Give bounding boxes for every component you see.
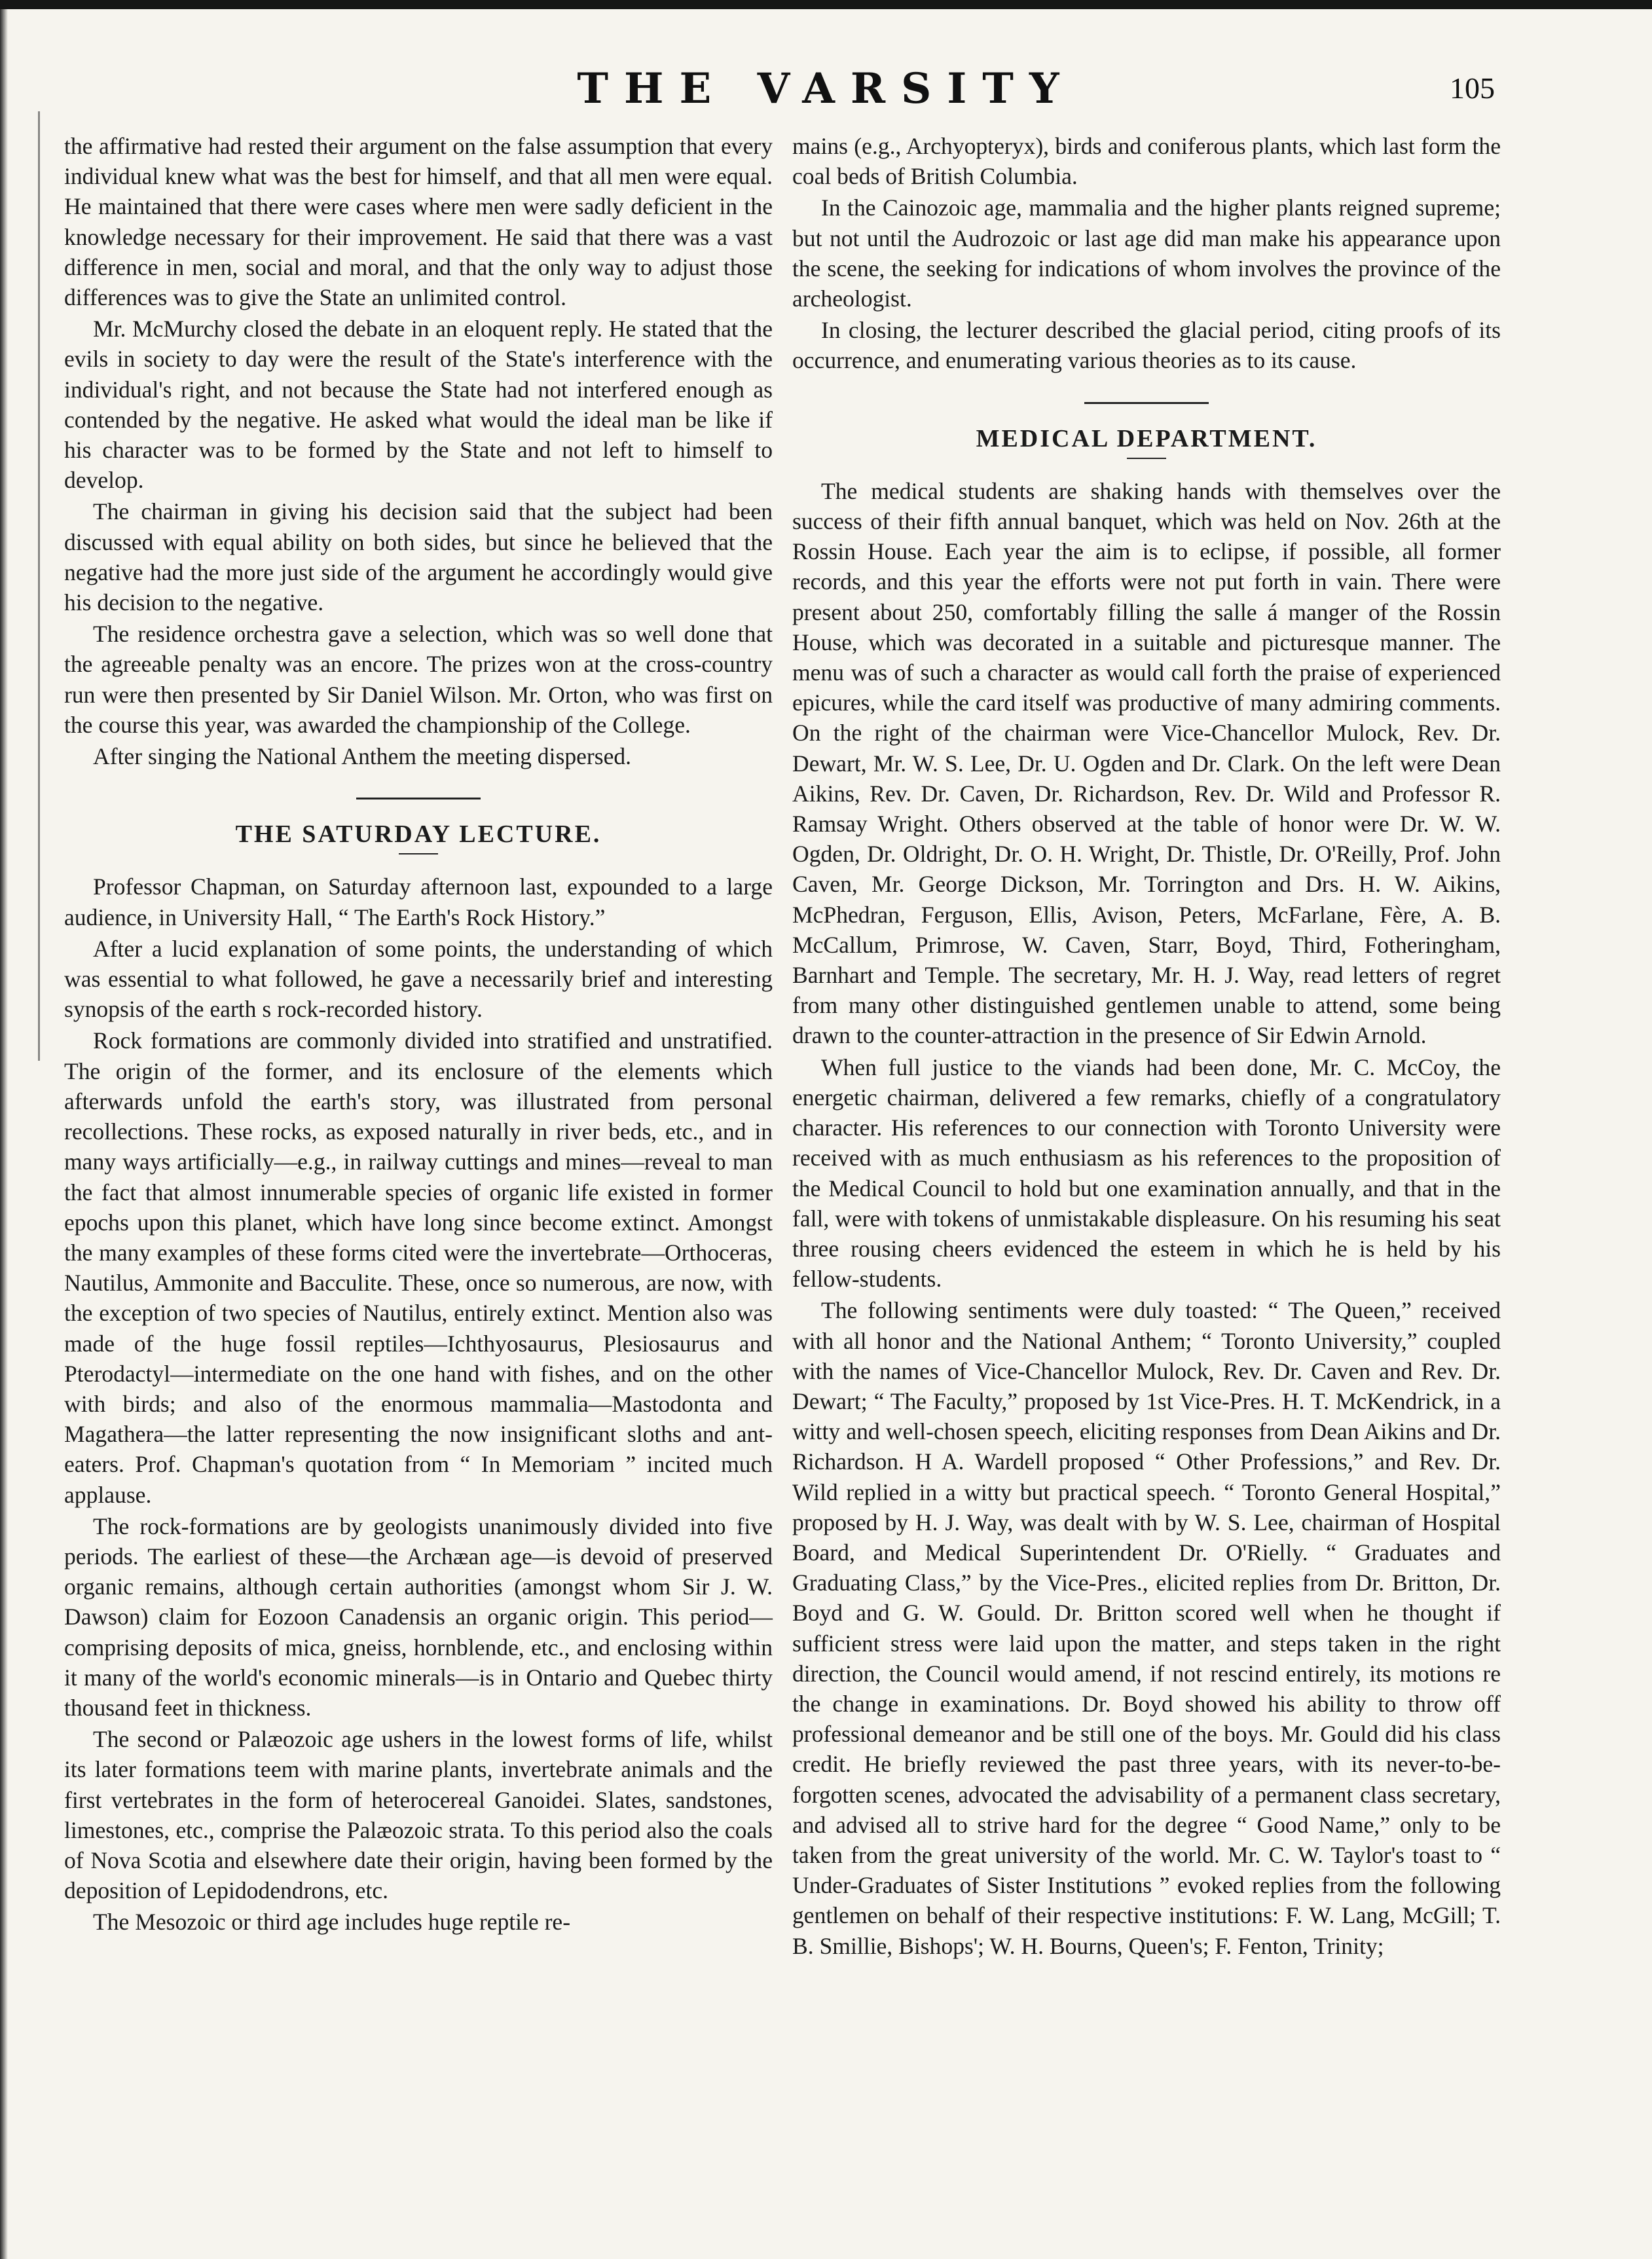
section-divider bbox=[356, 798, 481, 799]
lecture-continuation-paragraph: In closing, the lecturer described the glacial period, citing proofs of its occurrence, and enumerating various theories as to its cause. bbox=[792, 317, 1501, 374]
debate-paragraph: Mr. McMurchy closed the debate in an eloquent reply. He stated that the evils in society to day were the result of the State's interference with the individual's right, and not because the State had not interfered enough as contended by the negative. He asked what would the ideal man be like if his character was to be formed by the State and not left to himself to develop. bbox=[64, 316, 773, 494]
section-divider bbox=[1084, 402, 1209, 404]
lecture-paragraph: Rock formations are commonly divided into stratified and unstratified. The origin of the former, and its enclosure of the elements which afterwards unfold the earth's story, was illustrated from personal recollections. These rocks, as exposed naturally in river beds, etc., and in many ways artificially—e.g., in railway cuttings and mines—reveal to man the fact that almost innumerable species of organic life existed in former epochs upon this planet, which have long since become extinct. Amongst the many examples of these forms cited were the invertebrate—Orthoceras, Nautilus, Ammonite and Bacculite. These, once so numerous, are now, with the exception of two species of Nautilus, entirely extinct. Mention also was made of the huge fossil reptiles—Ichthyosaurus, Plesiosaurus and Pterodactyl—intermediate on the one hand with fishes, and on the other with birds; and also of the enormous mammalia—Mastodonta and Magathera—the latter representing the now insignificant sloths and ant-eaters. Prof. Chapman's quotation from “ In Memoriam ” incited much applause. bbox=[64, 1027, 773, 1508]
lecture-paragraph: The second or Palæozoic age ushers in the lowest forms of life, whilst its later formations teem with marine plants, invertebrate animals and the first vertebrates in the form of heterocereal Ganoidei. Slates, sandstones, limestones, etc., comprise the Palæozoic strata. To this period also the coals of Nova Scotia and elsewhere date their origin, having been formed by the deposition of Lepidodendrons, etc. bbox=[64, 1726, 773, 1904]
left-column bbox=[64, 131, 773, 1939]
lecture-paragraph: The Mesozoic or third age includes huge reptile re- bbox=[93, 1909, 571, 1936]
debate-paragraph: the affirmative had rested their argument on the false assumption that every individual knew what was the best for himself, and that all men were equal. He maintained that there were cases where men were sadly deficient in the knowledge necessary for their improvement. He said that there was a vast difference in men, social and moral, and that the only way to adjust those differences was to give the State an unlimited control. bbox=[64, 133, 773, 311]
lecture-paragraph: The rock-formations are by geologists unanimously divided into five periods. The earliest of these—the Archæan age—is devoid of preserved organic remains, although certain authorities (amongst whom Sir J. W. Dawson) claim for Eozoon Canadensis an organic origin. This period—comprising deposits of mica, gneiss, hornblende, etc., and enclosing within it many of the world's economic minerals—is in Ontario and Quebec thirty thousand feet in thickness. bbox=[64, 1513, 773, 1721]
lecture-continuation-paragraph: In the Cainozoic age, mammalia and the higher plants reigned supreme; but not until the Audrozoic or last age did man make his appearance upon the scene, the seeking for indications of whom involves the province of the archeologist. bbox=[792, 194, 1501, 312]
page-number: 105 bbox=[1450, 71, 1495, 105]
heading-underline bbox=[1127, 458, 1166, 459]
saturday-lecture-heading: THE SATURDAY LECTURE. bbox=[235, 820, 602, 849]
binding-margin-marks bbox=[38, 111, 45, 1061]
debate-paragraph: The residence orchestra gave a selection, which was so well done that the agreeable penalty was an encore. The prizes won at the cross-country run were then presented by Sir Daniel Wilson. Mr. Orton, who was first on the course this year, was awarded the championship of the College. bbox=[64, 621, 773, 738]
page-edge-shadow bbox=[0, 9, 8, 2259]
debate-paragraph: After singing the National Anthem the meeting dispersed. bbox=[93, 743, 632, 770]
masthead-title: THE VARSITY bbox=[577, 64, 1075, 113]
top-border-rule bbox=[0, 0, 1652, 9]
masthead bbox=[0, 64, 1652, 123]
lecture-paragraph: Professor Chapman, on Saturday afternoon last, expounded to a large audience, in University Hall, “ The Earth's Rock History.” bbox=[64, 873, 773, 930]
heading-underline bbox=[399, 853, 438, 854]
medical-paragraph: When full justice to the viands had been done, Mr. C. McCoy, the energetic chairman, delivered a few remarks, chiefly of a congratulatory character. His references to our connection with Toronto University were received with as much enthusiasm as his references to the proposition of the Medical Council to hold but one examination annually, and that in the fall, were with tokens of unmistakable displeasure. On his resuming his seat three rousing cheers evidenced the esteem in which he is held by his fellow-students. bbox=[792, 1054, 1501, 1293]
medical-paragraph: The medical students are shaking hands with themselves over the success of their fifth annual banquet, which was held on Nov. 26th at the Rossin House. Each year the aim is to eclipse, if possible, all former records, and this year the efforts were not put forth in vain. There were present about 250, comfortably filling the salle á manger of the Rossin House, which was decorated in a suitable and picturesque manner. The menu was of such a character as would call forth the praise of experienced epicures, while the card itself was productive of many admiring comments. On the right of the chairman were Vice-Chancellor Mulock, Rev. Dr. Dewart, Mr. W. S. Lee, Dr. U. Ogden and Dr. Clark. On the left were Dean Aikins, Rev. Dr. Caven, Dr. Richardson, Rev. Dr. Wild and Professor R. Ramsay Wright. Others observed at the table of honor were Dr. W. W. Ogden, Dr. Oldright, Dr. O. H. Wright, Dr. Thistle, Dr. O'Reilly, Prof. John Caven, Mr. George Dickson, Mr. Torrington and Drs. H. W. Aikins, McPhedran, Ferguson, Ellis, Avison, Peters, McFarlane, Fère, A. B. McCallum, Primrose, W. Caven, Starr, Boyd, Third, Fotheringham, Barnhart and Temple. The secretary, Mr. H. J. Way, read letters of regret from many other distinguished gentlemen unable to attend, some being drawn to the counter-attraction in the presence of Sir Edwin Arnold. bbox=[792, 477, 1501, 1049]
medical-department-heading: MEDICAL DEPARTMENT. bbox=[976, 424, 1317, 452]
debate-paragraph: The chairman in giving his decision said that the subject had been discussed with equal ability on both sides, but since he believed that the negative had the more just side of the argument he accordingly would give his decision to the negative. bbox=[64, 498, 773, 616]
lecture-continuation-paragraph: mains (e.g., Archyopteryx), birds and coniferous plants, which last form the coal beds of British Columbia. bbox=[792, 133, 1501, 190]
right-column bbox=[792, 131, 1501, 1962]
lecture-paragraph: After a lucid explanation of some points, the understanding of which was essential to what followed, he gave a necessarily brief and interesting synopsis of the earth s rock-recorded history. bbox=[64, 935, 773, 1023]
medical-paragraph: The following sentiments were duly toasted: “ The Queen,” received with all honor and the National Anthem; “ Toronto University,” coupled with the names of Vice-Chancellor Mulock, Rev. Dr. Caven and Rev. Dr. Dewart; “ The Faculty,” proposed by 1st Vice-Pres. H. T. McKendrick, in a witty and well-chosen speech, eliciting responses from Dean Aikins and Dr. Richardson. H A. Wardell proposed “ Other Professions,” and Rev. Dr. Wild replied in a witty but practical speech. “ Toronto General Hospital,” proposed by H. J. Way, was dealt with by W. S. Lee, chairman of Hospital Board, and Medical Superintendent Dr. O'Rielly. “ Graduates and Graduating Class,” by the Vice-Pres., elicited replies from Dr. Britton, Dr. Boyd and G. W. Gould. Dr. Britton scored well when he thought if sufficient stress were laid upon the matter, and steps taken in the right direction, the Council would amend, if not rescind entirely, its motions re the change in examinations. Dr. Boyd showed his ability to throw off professional demeanor and be still one of the boys. Mr. Gould did his class credit. He briefly reviewed the past three years, with its never-to-be-forgotten scenes, advocated the advisability of a permanent class secretary, and advised all to strive hard for the degree “ Good Name,” only to be taken from the great university of the world. Mr. C. W. Taylor's toast to “ Under-Graduates of Sister Institutions ” evoked replies from the following gentlemen on behalf of their respective institutions: F. W. Lang, McGill; T. B. Smillie, Bishops'; W. H. Bourns, Queen's; F. Fenton, Trinity; bbox=[792, 1297, 1501, 1959]
